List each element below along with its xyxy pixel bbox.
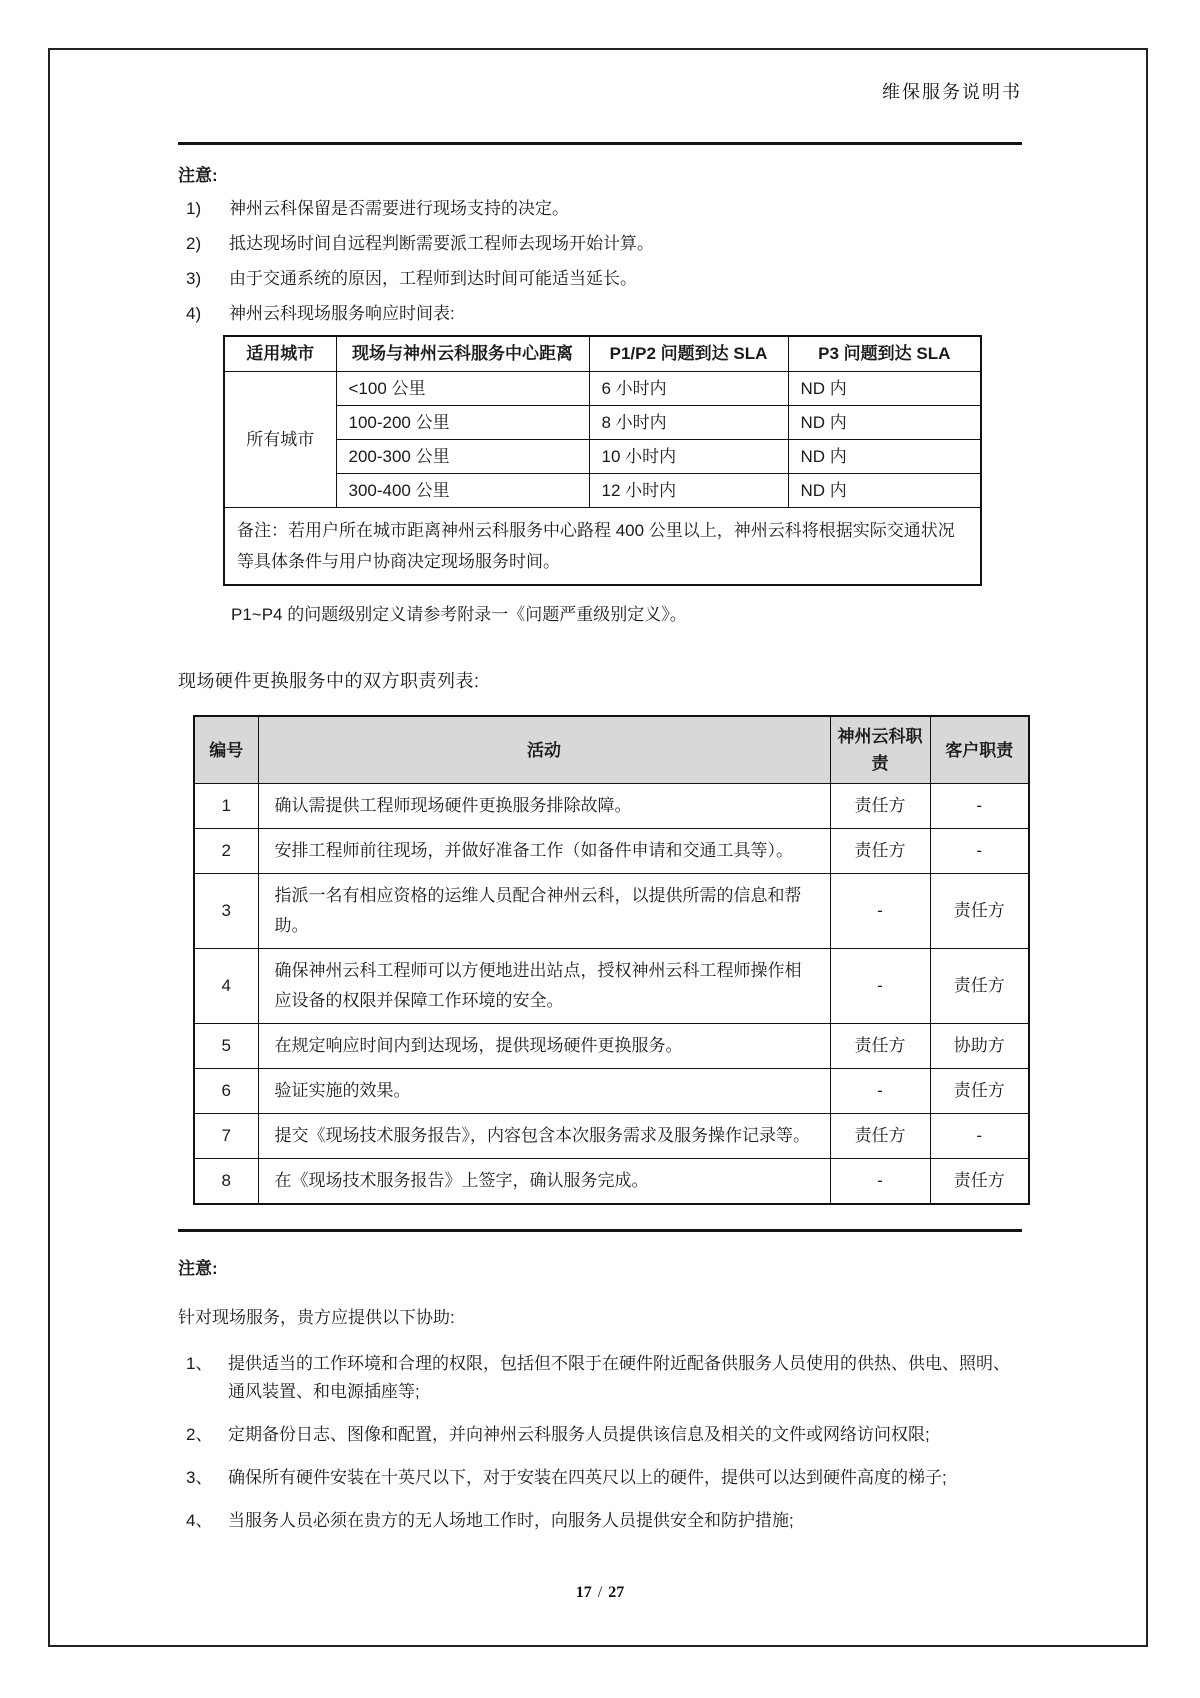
table-row [194,1159,1029,1205]
city-group-cell: 所有城市 [224,372,336,508]
customer-cell: - [930,829,1029,874]
customer-cell: 责任方 [930,874,1029,949]
activity-cell: 在《现场技术服务报告》上签字，确认服务完成。 [258,1159,830,1205]
item-text: 抵达现场时间自远程判断需要派工程师去现场开始计算。 [229,234,654,253]
no-cell: 2 [194,829,258,874]
p3-sla-cell: ND 内 [788,406,981,440]
vendor-cell: 责任方 [830,784,930,829]
header-rule [178,142,1022,145]
item-text: 神州云科保留是否需要进行现场支持的决定。 [229,199,569,218]
page-number-footer [0,1584,1200,1602]
item-number: 2) [186,234,202,253]
distance-cell: 100-200 公里 [336,406,589,440]
header-cell-p3: P3 问题到达 SLA [788,336,981,372]
item-text: 神州云科现场服务响应时间表: [229,304,455,323]
list-item [178,1507,1022,1535]
table-row [224,474,981,508]
table-row [224,440,981,474]
p3-sla-cell: ND 内 [788,372,981,406]
distance-cell: 200-300 公里 [336,440,589,474]
header-cell-customer: 客户职责 [930,716,1029,784]
activity-cell: 指派一名有相应资格的运维人员配合神州云科，以提供所需的信息和帮助。 [258,874,830,949]
table-row [194,874,1029,949]
no-cell: 6 [194,1069,258,1114]
item-text: 当服务人员必须在贵方的无人场地工作时，向服务人员提供安全和防护措施; [228,1511,794,1530]
p1p2-sla-cell: 12 小时内 [589,474,788,508]
notice-bottom-label: 注意: [178,1259,218,1278]
page-number-separator: / [597,1584,603,1601]
page-content [178,0,1022,1550]
distance-cell: <100 公里 [336,372,589,406]
responsibility-table [193,715,1030,1205]
vendor-cell: - [830,1159,930,1205]
header-cell-distance: 现场与神州云科服务中心距离 [336,336,589,372]
list-item [178,198,1022,222]
item-text: 定期备份日志、图像和配置，并向神州云科服务人员提供该信息及相关的文件或网络访问权限; [228,1425,930,1444]
item-number: 1) [186,199,202,218]
vendor-cell: 责任方 [830,829,930,874]
item-number: 4、 [186,1511,213,1530]
no-cell: 7 [194,1114,258,1159]
customer-cell: - [930,1114,1029,1159]
no-cell: 8 [194,1159,258,1205]
activity-cell: 确保神州云科工程师可以方便地进出站点，授权神州云科工程师操作相应设备的权限并保障工作环境的安全。 [258,949,830,1024]
section-divider-rule [178,1229,1022,1232]
table-row [194,949,1029,1024]
current-page-number: 17 [575,1584,592,1601]
no-cell: 4 [194,949,258,1024]
item-text: 确保所有硬件安装在十英尺以下，对于安装在四英尺以上的硬件，提供可以达到硬件高度的梯子; [228,1468,947,1487]
vendor-cell: - [830,1069,930,1114]
list-item [178,268,1022,292]
no-cell: 3 [194,874,258,949]
header-cell-no: 编号 [194,716,258,784]
sla-response-table [223,335,982,586]
p1p2-sla-cell: 6 小时内 [589,372,788,406]
list-item [178,303,1022,327]
customer-cell: - [930,784,1029,829]
customer-cell: 责任方 [930,1159,1029,1205]
distance-cell: 300-400 公里 [336,474,589,508]
activity-cell: 确认需提供工程师现场硬件更换服务排除故障。 [258,784,830,829]
p1-p4-definition-note: P1~P4 的问题级别定义请参考附录一《问题严重级别定义》。 [231,605,687,624]
table-row [224,406,981,440]
remark-cell: 备注：若用户所在城市距离神州云科服务中心路程 400 公里以上，神州云科将根据实际交通状况等具体条件与用户协商决定现场服务时间。 [224,508,981,586]
item-number: 4) [186,304,202,323]
list-item [178,1350,1022,1406]
table-row [194,1069,1029,1114]
vendor-cell: 责任方 [830,1114,930,1159]
item-number: 1、 [186,1354,213,1373]
header-cell-city: 适用城市 [224,336,336,372]
notice-top-list [178,198,1022,327]
table-row [194,1114,1029,1159]
vendor-cell: 责任方 [830,1024,930,1069]
p3-sla-cell: ND 内 [788,474,981,508]
header-cell-p1p2: P1/P2 问题到达 SLA [589,336,788,372]
table-header-row [194,716,1029,784]
item-number: 3、 [186,1468,213,1487]
header-cell-activity: 活动 [258,716,830,784]
table-remark-row [224,508,981,586]
p3-sla-cell: ND 内 [788,440,981,474]
item-text: 由于交通系统的原因，工程师到达时间可能适当延长。 [229,269,637,288]
notice-bottom-list [178,1350,1022,1535]
document-header-title: 维保服务说明书 [882,82,1022,102]
item-number: 3) [186,269,202,288]
p1p2-sla-cell: 8 小时内 [589,406,788,440]
notice-top-label: 注意: [178,166,218,185]
vendor-cell: - [830,874,930,949]
item-number: 2、 [186,1425,213,1444]
vendor-cell: - [830,949,930,1024]
list-item [178,233,1022,257]
responsibility-section-title: 现场硬件更换服务中的双方职责列表: [178,671,480,691]
no-cell: 1 [194,784,258,829]
list-item [178,1464,1022,1492]
table-row [194,829,1029,874]
total-page-number: 27 [608,1584,625,1601]
activity-cell: 提交《现场技术服务报告》，内容包含本次服务需求及服务操作记录等。 [258,1114,830,1159]
customer-cell: 责任方 [930,949,1029,1024]
activity-cell: 验证实施的效果。 [258,1069,830,1114]
table-row [194,1024,1029,1069]
activity-cell: 在规定响应时间内到达现场，提供现场硬件更换服务。 [258,1024,830,1069]
item-text: 提供适当的工作环境和合理的权限，包括但不限于在硬件附近配备供服务人员使用的供热、供电、照明、通风装置、和电源插座等; [228,1354,1010,1401]
customer-cell: 协助方 [930,1024,1029,1069]
notice-bottom-intro: 针对现场服务，贵方应提供以下协助: [178,1308,455,1327]
table-header-row [224,336,981,372]
activity-cell: 安排工程师前往现场，并做好准备工作（如备件申请和交通工具等）。 [258,829,830,874]
table-row [194,784,1029,829]
no-cell: 5 [194,1024,258,1069]
header-cell-vendor: 神州云科职责 [830,716,930,784]
p1p2-sla-cell: 10 小时内 [589,440,788,474]
list-item [178,1421,1022,1449]
customer-cell: 责任方 [930,1069,1029,1114]
table-row [224,372,981,406]
